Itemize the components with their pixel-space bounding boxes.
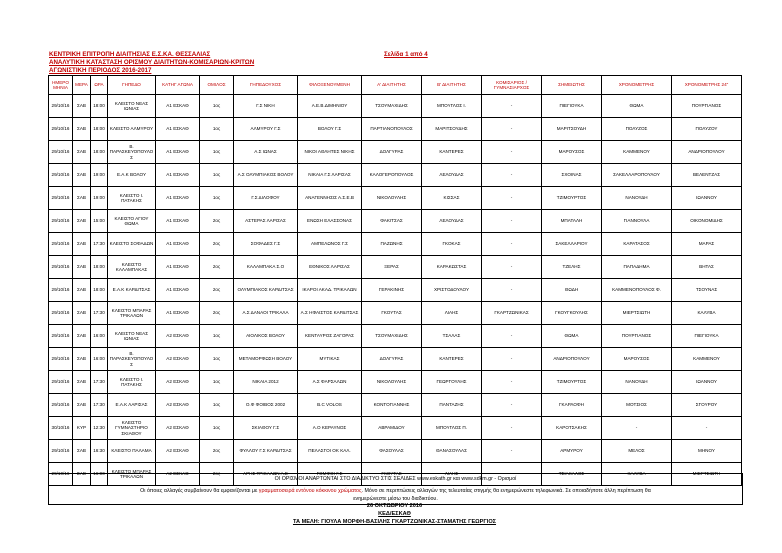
table-cell: ΝΙΚΟΛΟΥΛΗΣ <box>362 371 422 394</box>
table-cell: ΚΑΜΜΕΝΟΠΟΥΛΟΣ Φ. <box>602 279 672 302</box>
table-cell: ΣΑΒ <box>73 302 91 325</box>
table-cell: - <box>482 325 542 348</box>
table-cell: ΣΑΒ <box>73 118 91 141</box>
season-title: ΑΓΩΝΙΣΤΙΚΗ ΠΕΡΙΟΔΟΣ 2016-2017 <box>49 67 152 74</box>
table-cell: ΑΝΔΡΙΟΠΟΥΛΟΥ <box>672 141 742 164</box>
table-cell: ΚΛΕΙΣΤΟ ΝΕΑΣ ΙΩΝΙΑΣ <box>108 325 156 348</box>
table-cell: ΚΟΝΤΟΓΙΑΝΝΗΣ <box>362 394 422 417</box>
table-cell: 17:30 <box>91 394 108 417</box>
table-cell: ΘΩΜΑ <box>602 95 672 118</box>
table-cell: ΚΛΕΙΣΤΟ Ι. ΠΑΤΑΚΗΣ <box>108 371 156 394</box>
table-cell: ΚΛΕΙΣΤΟ ΣΟΦΑΔΩΝ <box>108 233 156 256</box>
table-cell: - <box>482 348 542 371</box>
table-cell: Α.Σ ΦΑΡΣΑΛΩΝ <box>298 371 362 394</box>
notes-text-a: Οι όποιες αλλαγές συμβαίνουν θα εμφανίζονται με <box>140 488 259 494</box>
column-header: ΧΡΟΝΟΜΕΤΡΗΣ 24" <box>672 76 742 95</box>
notes-text-b: . Μόνο σε περιπτώσεις αλλαγών της τελευταίας στιγμής θα ενημερώνεστε τηλεφωνικά. Σε οποιαδήποτε άλλη περίπτωση θα <box>361 488 651 494</box>
table-cell: ΚΛΕΙΣΤΟ ΜΠΑΡΑΣ ΤΡΙΚΑΛΩΝ <box>108 302 156 325</box>
table-cell: - <box>482 417 542 440</box>
table-cell: ΠΙΕΓΙΟΥΚΑ <box>542 95 602 118</box>
column-header: ΣΗΜΕΙΩΤΗΣ <box>542 76 602 95</box>
table-cell: Α.Σ ΗΦΑΙΣΤΟΣ ΚΑΡΔΙΤΣΑΣ <box>298 302 362 325</box>
table-cell: 29/10/16 <box>49 210 73 233</box>
table-cell: ΑΣΤΕΡΑΣ ΛΑΡΙΣΑΣ <box>234 210 298 233</box>
table-cell: ΛΕΛΟΥΔΑΣ <box>422 164 482 187</box>
table-cell: - <box>482 164 542 187</box>
table-cell: ΞΕΡΑΣ <box>362 256 422 279</box>
table-cell: Β. ΠΑΡΑΣΚΕΥΟΠΟΥΛΟΣ <box>108 141 156 164</box>
table-cell: ΚΑΜΜΕΝΟΥ <box>672 348 742 371</box>
table-cell: ΚΕΝΤΑΥΡΟΣ ΖΑΓΟΡΑΣ <box>298 325 362 348</box>
table-cell: 1ος <box>200 325 234 348</box>
table-cell: ΤΖΕΛΗΣ <box>542 256 602 279</box>
table-cell: ΜΗΝΟΥ <box>672 440 742 463</box>
table-cell: ΑΙΟΛΙΚΟΣ ΒΟΛΟΥ <box>234 325 298 348</box>
table-cell: ΚΛΕΙΣΤΟ ΝΕΑΣ ΙΩΝΙΑΣ <box>108 95 156 118</box>
table-cell: - <box>672 417 742 440</box>
table-cell: 1ος <box>200 95 234 118</box>
table-cell: ΚΛΕΙΣΤΟ Ι. ΠΑΤΑΚΗΣ <box>108 187 156 210</box>
table-cell: ΝΙΚΑΙΑ Γ.Σ ΛΑΡΙΣΑΣ <box>298 164 362 187</box>
footer-members: ΤΑ ΜΕΛΗ: ΓΙΟΥΛΑ ΜΟΡΦΗ-ΒΑΣΙΛΗΣ ΓΚΑΡΤΖΩΝΙΚΑΣ-ΣΤΑΜΑΤΗΣ ΓΕΩΡΓΙΟΣ <box>292 519 497 525</box>
table-cell: ΙΚΑΡΟΙ ΑΚΑΔ. ΤΡΙΚΑΛΩΝ <box>298 279 362 302</box>
table-cell: ΣΑΚΕΛΛΑΡΟΠΟΥΛΟΥ <box>602 164 672 187</box>
table-cell: 29/10/16 <box>49 164 73 187</box>
table-cell: Α2 ΕΣΚΑΘ <box>156 371 200 394</box>
table-cell: Α1 ΕΣΚΑΘ <box>156 118 200 141</box>
table-cell: ΣΚΙΑΘΟΥ Γ.Σ <box>234 417 298 440</box>
table-cell: ΣΑΒ <box>73 440 91 463</box>
table-cell: ΙΩΑΝΝΟΥ <box>672 371 742 394</box>
table-cell: ΒΗΤΑΣ <box>672 256 742 279</box>
table-cell: 16:00 <box>91 325 108 348</box>
table-cell: 30/10/16 <box>49 417 73 440</box>
table-cell: ΠΑΠΑΔΗΜΑ <box>602 256 672 279</box>
table-row <box>49 348 742 371</box>
table-cell: 1ος <box>200 348 234 371</box>
column-header: ΚΟΜΙΣΑΡΙΟΣ / ΓΥΜΝΑΣΙΑΡΧΟΣ <box>482 76 542 95</box>
column-header: ΟΜΙΛΟΣ <box>200 76 234 95</box>
table-cell: - <box>482 371 542 394</box>
table-cell: ΓΙΑΝΝΟΥΛΑ <box>602 210 672 233</box>
table-cell: 18:00 <box>91 279 108 302</box>
table-cell: Α1 ΕΣΚΑΘ <box>156 210 200 233</box>
report-title: ΑΝΑΛΥΤΙΚΗ ΚΑΤΑΣΤΑΣΗ ΟΡΙΣΜΟΥ ΔΙΑΙΤΗΤΩΝ-ΚΟΜΙΣΑΡΙΩΝ-ΚΡΙΤΩΝ <box>49 59 255 66</box>
table-cell: ΚΛΕΙΣΤΟ ΜΠΑΡΑΣ ΤΡΙΚΑΛΩΝ <box>108 463 156 486</box>
notes-changes-text <box>49 486 742 504</box>
table-cell: ΜΥΤΙΚΑΣ <box>298 348 362 371</box>
table-cell: 2ος <box>200 463 234 486</box>
table-cell: ΣΑΒ <box>73 187 91 210</box>
table-cell: ΕΘΝΙΚΟΣ ΛΑΡΙΣΑΣ <box>298 256 362 279</box>
table-cell: Α2 ΕΣΚΑΘ <box>156 440 200 463</box>
table-cell: ΚΑΛΟΓΕΡΟΠΟΥΛΟΣ <box>362 164 422 187</box>
column-header: Β' ΔΙΑΙΤΗΤΗΣ <box>422 76 482 95</box>
table-cell: ΚΑΛΥΒΑ <box>672 302 742 325</box>
table-cell: 1ος <box>200 371 234 394</box>
table-cell: ΓΟΜΦΟΙ Γ.Σ <box>298 463 362 486</box>
table-cell: Α2 ΕΣΚΑΘ <box>156 325 200 348</box>
table-cell: ΟΙΚΟΝΟΜΙΔΗΣ <box>672 210 742 233</box>
table-cell: Α2 ΕΣΚΑΘ <box>156 417 200 440</box>
table-cell: ΣΑΒ <box>73 463 91 486</box>
table-cell: - <box>482 279 542 302</box>
table-cell: Γ.Σ ΔΙΛΟΦΟΥ <box>234 187 298 210</box>
table-cell: ΑΛΜΥΡΟΥ Γ.Σ <box>234 118 298 141</box>
table-cell: ΣΑΒ <box>73 394 91 417</box>
table-cell: ΓΕΩΡΓΟΥΛΗΣ <box>422 371 482 394</box>
table-cell: Α2 ΕΣΚΑΘ <box>156 348 200 371</box>
table-cell: ΦΑΣΟΥΛΑΣ <box>362 440 422 463</box>
table-cell: ΜΑΡΟΥΣΟΣ <box>602 348 672 371</box>
table-cell: ΜΑΡΑΣ <box>672 233 742 256</box>
table-cell: 1ος <box>200 417 234 440</box>
table-cell: ΣΓΟΥΡΟΥ <box>672 394 742 417</box>
table-cell: ΜΠΑΤΑΛΗ <box>542 210 602 233</box>
table-cell: 2ος <box>200 210 234 233</box>
table-cell: Α1 ΕΣΚΑΘ <box>156 141 200 164</box>
table-row <box>49 279 742 302</box>
table-cell: ΚΛΕΙΣΤΟ ΚΑΛΑΜΠΑΚΑΣ <box>108 256 156 279</box>
table-cell: ΝΑΝΟΥΔΗ <box>602 371 672 394</box>
table-cell: ΟΛΥΜΠΙΑΚΟΣ ΚΑΡΔΙΤΣΑΣ <box>234 279 298 302</box>
table-cell: ΣΑΒ <box>73 256 91 279</box>
table-cell: ΣΑΒ <box>73 279 91 302</box>
table-cell: ΓΚΟΥΤΑΣ <box>362 302 422 325</box>
table-row <box>49 95 742 118</box>
table-cell: - <box>602 417 672 440</box>
table-row <box>49 187 742 210</box>
table-cell: ΣΟΦΑΔΕΣ Γ.Σ <box>234 233 298 256</box>
table-cell: ΣΑΒ <box>73 210 91 233</box>
column-header: ΜΕΡΑ <box>73 76 91 95</box>
table-cell: 17:30 <box>91 233 108 256</box>
footer-date: 26 ΟΚΤΩΒΡΙΟΥ 2016 <box>366 503 423 509</box>
table-cell: ΝΙΚΟΛΟΥΛΗΣ <box>362 187 422 210</box>
table-cell: Α.Σ ΙΩΝΑΣ <box>234 141 298 164</box>
table-cell: ΝΙΚΑΙΑ 2012 <box>234 371 298 394</box>
table-cell: 29/10/16 <box>49 440 73 463</box>
table-cell: 18:00 <box>91 118 108 141</box>
table-row <box>49 256 742 279</box>
table-cell: ΤΣΙΑΚΑΛΟΣ <box>542 463 602 486</box>
notes-text-red: γραμματοσειρά εντόνου κόκκινου χρώματος <box>258 488 362 494</box>
table-cell: Ο.Φ ΦΟΙΒΟΣ 2002 <box>234 394 298 417</box>
table-cell: ΒΕΛΕΝΤΖΑΣ <box>672 164 742 187</box>
table-cell: ΚΑΝΤΕΡΕΣ <box>422 141 482 164</box>
column-header: ΩΡΑ <box>91 76 108 95</box>
table-cell: 19:00 <box>91 187 108 210</box>
table-cell: ΤΣΟΥΜΑΧΙΔΗΣ <box>362 95 422 118</box>
table-cell: 1ος <box>200 187 234 210</box>
table-cell: ΜΑΡΟΥΣΟΣ <box>542 141 602 164</box>
table-cell: ΝΙΚΟΙ ΑΘΛΗΤΕΣ ΝΙΚΗΣ <box>298 141 362 164</box>
table-cell: ΚΑΡΑΤΑΣΟΣ <box>602 233 672 256</box>
table-cell: - <box>482 141 542 164</box>
table-cell: - <box>482 394 542 417</box>
table-cell: 17:30 <box>91 371 108 394</box>
table-cell: ΓΚΟΥΓΚΟΥΛΗΣ <box>542 302 602 325</box>
column-header: ΦΙΛΟΞΕΝΟΥΜΕΝΗ <box>298 76 362 95</box>
table-cell: 29/10/16 <box>49 95 73 118</box>
table-cell: ΑΜΠΕΛΩΝΟΣ Γ.Σ <box>298 233 362 256</box>
table-cell: ΚΙΣΣΑΣ <box>422 187 482 210</box>
table-cell: ΑΝΔΡΙΟΠΟΥΛΟΥ <box>542 348 602 371</box>
table-cell: ΓΚΟΥΤΑΣ <box>362 463 422 486</box>
table-cell: 16:30 <box>91 440 108 463</box>
table-cell: 2ος <box>200 302 234 325</box>
table-cell: Α1 ΕΣΚΑΘ <box>156 164 200 187</box>
table-cell: ΑΡΜΥΡΟΥ <box>542 440 602 463</box>
table-row <box>49 417 742 440</box>
table-cell: ΜΠΟΥΓΛΟΣ Ι. <box>422 95 482 118</box>
table-cell: ΝΑΝΟΥΔΗ <box>602 187 672 210</box>
table-cell: Ε.Α.Κ ΒΟΛΟΥ <box>108 164 156 187</box>
table-cell: - <box>482 118 542 141</box>
table-cell: ΤΣΟΥΝΑΣ <box>672 279 742 302</box>
table-cell: 29/10/16 <box>49 325 73 348</box>
table-cell: - <box>482 210 542 233</box>
schedule-body <box>49 95 742 486</box>
table-cell: Β. ΠΑΡΑΣΚΕΥΟΠΟΥΛΟΣ <box>108 348 156 371</box>
table-cell: ΚΑΝΤΕΡΕΣ <box>422 348 482 371</box>
table-row <box>49 141 742 164</box>
table-cell: 19:00 <box>91 164 108 187</box>
table-cell: 17:30 <box>91 302 108 325</box>
column-header: ΓΗΠΕΔΟ <box>108 76 156 95</box>
table-row <box>49 440 742 463</box>
table-cell: - <box>482 463 542 486</box>
table-cell: - <box>482 233 542 256</box>
table-cell: ΚΛΕΙΣΤΟ ΑΓΙΟΥ ΘΩΜΑ <box>108 210 156 233</box>
table-cell: ΤΣΑΛΑΣ <box>422 325 482 348</box>
notes-text-c: ενημερώνεστε μέσω του διαδικτύου. <box>353 496 438 502</box>
schedule-table <box>48 75 742 486</box>
table-cell: Γ.Σ ΝΙΚΗ <box>234 95 298 118</box>
table-cell: 1ος <box>200 141 234 164</box>
table-cell: ΠΑΖΩΝΗΣ <box>362 233 422 256</box>
table-cell: 2ος <box>200 279 234 302</box>
table-cell: Α1 ΕΣΚΑΘ <box>156 95 200 118</box>
table-cell: 29/10/16 <box>49 394 73 417</box>
table-cell: ΕΝΩΣΗ ΕΛΑΣΣΟΝΑΣ <box>298 210 362 233</box>
table-cell: ΣΑΒ <box>73 233 91 256</box>
table-cell: ΤΖΙΜΟΥΡΤΟΣ <box>542 187 602 210</box>
table-cell: 1ος <box>200 394 234 417</box>
table-cell: Α2 ΕΣΚΑΘ <box>156 394 200 417</box>
table-cell: 2ος <box>200 233 234 256</box>
table-cell: 18:00 <box>91 95 108 118</box>
table-cell: ΣΑΒ <box>73 164 91 187</box>
column-header: ΓΗΠΕΔΟΥΧΟΣ <box>234 76 298 95</box>
table-cell: ΘΩΜΑ <box>542 325 602 348</box>
table-cell: Ε.Α.Κ ΚΑΡΔΙΤΣΑΣ <box>108 279 156 302</box>
table-cell: ΚΑΜΜΕΝΟΥ <box>602 141 672 164</box>
table-cell: ΣΑΒ <box>73 141 91 164</box>
page-number: Σελίδα 1 από 4 <box>384 51 428 58</box>
footer-org: ΚΕΔ/ΕΣΚΑΘ <box>378 511 411 517</box>
table-cell: ΑΡΗΣ ΤΡΙΚΑΛΩΝ Α.Ε <box>234 463 298 486</box>
table-cell: ΠΟΥΡΓΙΑΝΟΣ <box>672 95 742 118</box>
committee-title: ΚΕΝΤΡΙΚΗ ΕΠΙΤΡΟΠΗ ΔΙΑΙΤΗΣΙΑΣ Ε.Σ.ΚΑ. ΘΕΣΣΑΛΙΑΣ <box>49 51 211 58</box>
table-cell: ΚΑΡΟΤΣΑΚΗΣ <box>542 417 602 440</box>
notes-website-line: ΟΙ ΟΡΙΣΜΟΙ ΑΝΑΡΤΩΝΤΑΙ ΣΤΟ ΔΙΑΔΙΚΤΥΟ ΣΤΙΣ ΣΕΛΙΔΕΣ www.eskath.gr και www.sdkm.gr - Ορισμοί <box>49 474 742 486</box>
table-header-row <box>49 76 742 95</box>
column-header: ΧΡΟΝΟΜΕΤΡΗΣ <box>602 76 672 95</box>
table-cell: ΜΕΛΟΣ <box>602 440 672 463</box>
table-cell: Α.Ε.Β.ΔΙΜΗΝΙΟΥ <box>298 95 362 118</box>
table-cell: Α1 ΕΣΚΑΘ <box>156 233 200 256</box>
table-cell: Ε.Α.Κ ΛΑΡΙΣΑΣ <box>108 394 156 417</box>
table-cell: ΜΠΟΥΓΛΟΣ Π. <box>422 417 482 440</box>
table-cell: - <box>482 256 542 279</box>
table-cell: ΦΥΛΛΟΥ Γ.Σ ΚΑΡΔΙΤΣΑΣ <box>234 440 298 463</box>
table-cell: Α.Ο ΚΕΡΑΥΝΟΣ <box>298 417 362 440</box>
table-cell: ΓΚΑΡΛΟΦΗ <box>542 394 602 417</box>
table-cell: ΔΟΛΓΥΡΑΣ <box>362 348 422 371</box>
table-cell: ΔΟΛΓΥΡΑΣ <box>362 141 422 164</box>
table-cell: 29/10/16 <box>49 371 73 394</box>
notes-box <box>48 473 743 505</box>
table-cell: ΠΑΝΤΑΖΗΣ <box>422 394 482 417</box>
table-cell: ΛΙΑΗΣ <box>422 302 482 325</box>
table-cell: - <box>482 95 542 118</box>
table-cell: 29/10/16 <box>49 187 73 210</box>
table-cell: Α1 ΕΣΚΑΘ <box>156 187 200 210</box>
table-cell: 29/10/16 <box>49 463 73 486</box>
table-cell: Β.C VOLOS <box>298 394 362 417</box>
table-cell: ΘΩΔΗ <box>542 279 602 302</box>
table-cell: 29/10/16 <box>49 118 73 141</box>
table-cell: ΣΑΒ <box>73 348 91 371</box>
table-cell: ΜΑΡΙΤΣΟΥΔΗ <box>542 118 602 141</box>
table-cell: 18:00 <box>91 256 108 279</box>
table-cell: ΠΟΥΡΓΙΑΝΟΣ <box>602 325 672 348</box>
table-cell: ΜΑΡΙΤΣΟΥΔΗΣ <box>422 118 482 141</box>
table-cell: ΚΑΛΑΜΠΑΚΑ Σ.Ο <box>234 256 298 279</box>
table-cell: ΑΝΑΓΕΝΝΗΣΙΣ Α.Σ.Ε.Β <box>298 187 362 210</box>
table-cell: ΒΟΛΟΥ Γ.Σ <box>298 118 362 141</box>
table-cell: ΚΛΕΙΣΤΟ ΠΑΛΑΜΑ <box>108 440 156 463</box>
table-cell: Α.Σ ΟΛΥΜΠΙΑΚΟΣ ΒΟΛΟΥ <box>234 164 298 187</box>
table-cell: ΚΛΕΙΣΤΟ ΑΛΜΥΡΟΥ <box>108 118 156 141</box>
table-cell: 16:00 <box>91 463 108 486</box>
table-cell: 29/10/16 <box>49 141 73 164</box>
table-cell: Α1 ΕΣΚΑΘ <box>156 302 200 325</box>
column-header: ΗΜΕΡΟ ΜΗΝΙΑ <box>49 76 73 95</box>
table-cell: ΠΕΛΑΣΓΟΙ ΟΚ ΚΑΛ. <box>298 440 362 463</box>
table-cell: ΣΑΚΕΛΛΑΡΙΟΥ <box>542 233 602 256</box>
table-row <box>49 118 742 141</box>
table-row <box>49 302 742 325</box>
table-cell: ΜΙΕΡΤΣΙΩΤΗ <box>672 463 742 486</box>
table-cell: 18:00 <box>91 141 108 164</box>
table-cell: ΘΑΝΑΣΟΥΛΑΣ <box>422 440 482 463</box>
table-row <box>49 371 742 394</box>
table-cell: ΜΟΤΣΙΟΣ <box>602 394 672 417</box>
table-cell: - <box>482 440 542 463</box>
table-cell: 29/10/16 <box>49 279 73 302</box>
table-cell: Α2 ΕΣΚΑΘ <box>156 463 200 486</box>
table-cell: ΚΑΡΑΚΩΣΤΑΣ <box>422 256 482 279</box>
table-cell: ΧΡΙΣΤΟΔΟΥΛΟΥ <box>422 279 482 302</box>
table-row <box>49 394 742 417</box>
table-cell: ΓΚΟΚΑΣ <box>422 233 482 256</box>
table-cell: Α1 ΕΣΚΑΘ <box>156 256 200 279</box>
table-cell: 29/10/16 <box>49 256 73 279</box>
table-cell: ΠΟΛΥΖΟΣ <box>602 118 672 141</box>
table-cell: 29/10/16 <box>49 233 73 256</box>
table-cell: ΦΑΚΙΤΣΑΣ <box>362 210 422 233</box>
table-cell: 12:30 <box>91 417 108 440</box>
table-cell: ΤΖΙΜΟΥΡΤΟΣ <box>542 371 602 394</box>
table-cell: 1ος <box>200 118 234 141</box>
table-cell: ΜΙΕΡΤΣΙΩΤΗ <box>602 302 672 325</box>
table-row <box>49 164 742 187</box>
table-cell: 16:00 <box>91 348 108 371</box>
table-cell: ΣΑΒ <box>73 371 91 394</box>
table-cell: ΣΧΟΙΝΑΣ <box>542 164 602 187</box>
table-cell: ΑΒΡΑΜΙΔΟΥ <box>362 417 422 440</box>
table-cell: ΚΥΡ <box>73 417 91 440</box>
table-cell: 1ος <box>200 164 234 187</box>
table-row <box>49 210 742 233</box>
table-cell: ΓΚΑΡΤΖΩΝΙΚΑΣ <box>482 302 542 325</box>
table-cell: ΤΣΟΥΜΑΧΙΔΗΣ <box>362 325 422 348</box>
table-cell: 29/10/16 <box>49 302 73 325</box>
table-cell: ΠΑΡΤΙΑΝΟΠΟΥΛΟΣ <box>362 118 422 141</box>
table-cell: 29/10/16 <box>49 348 73 371</box>
table-cell: Α.Σ ΔΑΝΑΟΙ ΤΡΙΚΑΛΑ <box>234 302 298 325</box>
table-row <box>49 325 742 348</box>
table-cell: ΜΕΤΑΜΟΡΦΩΣΗ ΒΟΛΟΥ <box>234 348 298 371</box>
table-cell: Α1 ΕΣΚΑΘ <box>156 279 200 302</box>
table-cell: ΙΩΑΝΝΟΥ <box>672 187 742 210</box>
table-cell: ΠΟΛΥΖΟΥ <box>672 118 742 141</box>
table-cell: ΣΑΒ <box>73 95 91 118</box>
table-cell: ΓΕΡΑΚΙΝΗΣ <box>362 279 422 302</box>
table-cell: ΛΕΛΟΥΔΑΣ <box>422 210 482 233</box>
table-cell: ΠΙΕΓΙΟΥΚΑ <box>672 325 742 348</box>
table-cell: ΚΛΕΙΣΤΟ ΓΥΜΝΑΣΤΗΡΙΟ ΣΚΙΑΘΟΥ <box>108 417 156 440</box>
column-header: Α' ΔΙΑΙΤΗΤΗΣ <box>362 76 422 95</box>
table-cell: ΚΑΛΥΒΑ <box>602 463 672 486</box>
table-row <box>49 233 742 256</box>
table-cell: ΛΙΑΗΣ <box>422 463 482 486</box>
table-cell: - <box>482 187 542 210</box>
table-cell: 2ος <box>200 256 234 279</box>
table-cell: ΣΑΒ <box>73 325 91 348</box>
table-cell: 2ος <box>200 440 234 463</box>
column-header: ΚΑΤΗΓ ΑΓΩΝΑ <box>156 76 200 95</box>
table-cell: 15:00 <box>91 210 108 233</box>
